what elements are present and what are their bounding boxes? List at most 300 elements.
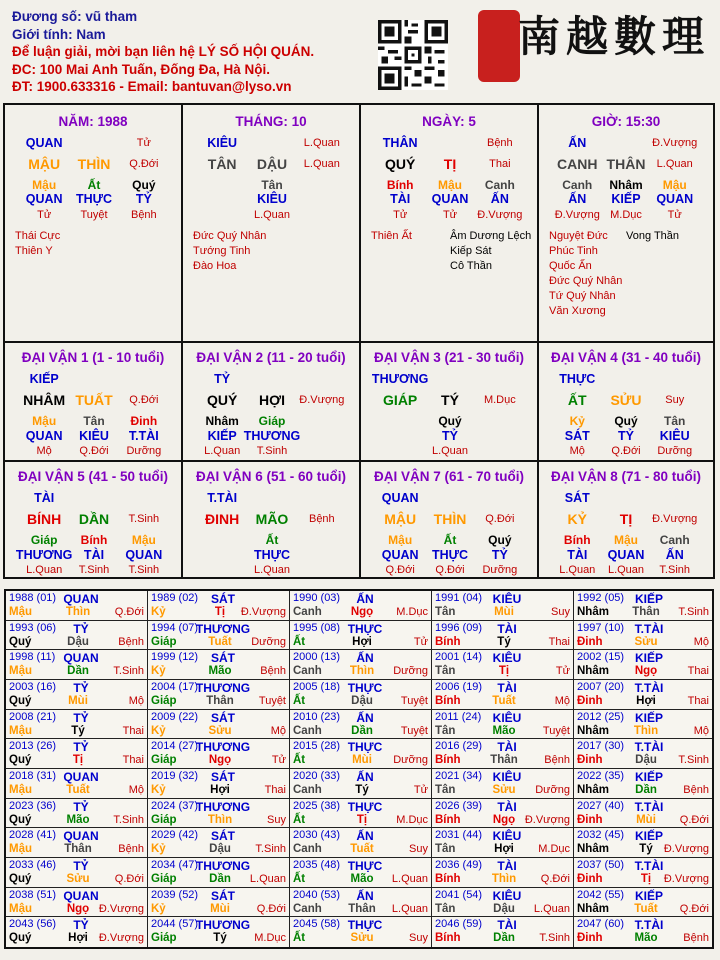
branch-stage: Thai [489,158,511,170]
hidden-stage: Q.Đới [435,564,465,576]
star-label: Nguyệt Đức [549,230,608,242]
star-label: Âm Dương Lệch [450,230,532,242]
year-stem: Nhâm [577,784,609,796]
star-label: Kiếp Sát [450,245,492,257]
year-stem: Ất [293,813,306,826]
year-stem: Giáp [151,813,177,826]
year-branch: Tị [640,873,652,885]
year-cell [6,680,148,710]
hidden-ten-god: KIẾP [611,192,641,206]
year-stage: Đ.Vượng [663,843,709,856]
year-branch: Mão [208,665,232,678]
year-stage: Đ.Vượng [98,902,144,915]
year-cell [574,650,712,680]
hidden-ten-god: ẤN [665,548,684,562]
dai-van-title: ĐẠI VẬN 2 (11 - 20 tuổi) [196,350,346,365]
year-cell [290,621,432,651]
hidden-ten-god: KIÊU [79,429,109,443]
pillar-title: NGÀY: 5 [422,114,476,129]
year-cell [290,828,432,858]
year-stage: Tử [271,754,286,767]
owner-name: Đương số: vũ tham [12,9,138,24]
year-ten-god: TỶ [73,918,89,933]
dai-van-ten-god: T.TÀI [207,491,238,505]
hidden-stage: Mộ [36,445,52,457]
dai-van-box [539,343,713,462]
year-stage: Đ.Vượng [524,813,570,826]
year-stage: Tuyệt [542,724,570,737]
year-stem: Nhâm [577,724,609,737]
dai-van-box [361,343,539,462]
year-label: 2008 (21) [9,710,57,723]
year-ten-god: ẤN [356,770,374,784]
year-branch: Mùi [210,902,230,915]
red-seal-stamp [478,10,520,82]
hidden-ten-god: KIÊU [257,192,287,206]
year-ten-god: THỰC [347,918,383,933]
year-cell [574,680,712,710]
year-stem: Canh [293,724,322,737]
star-label: Đức Quý Nhân [549,275,623,287]
heavenly-stem: MẬU [384,511,417,527]
year-stage: T.Sinh [255,843,286,856]
year-stage: L.Quan [391,902,428,915]
year-ten-god: KIẾP [634,592,664,606]
dai-van-ten-god: QUAN [381,491,419,505]
hidden-stage: T.Sinh [256,445,288,457]
earthly-branch: TUẤT [75,392,113,408]
pillar-box [361,105,539,343]
year-cell [574,917,712,947]
year-stage: M.Dục [396,606,428,618]
year-ten-god: KIÊU [492,829,522,844]
year-label: 2009 (22) [151,710,199,723]
year-cell [148,680,290,710]
hidden-ten-god: TỶ [135,192,152,206]
year-ten-god: TÀI [497,918,517,933]
year-branch: Thân [348,902,376,915]
hidden-ten-god: QUAN [656,192,694,206]
heavenly-stem: TÂN [207,156,237,172]
hidden-stem: Ất [443,533,457,547]
year-stem: Nhâm [577,902,609,915]
year-ten-god: T.TÀI [634,621,664,636]
year-stem: Nhâm [577,606,609,618]
four-pillars-panel [3,103,715,579]
hidden-ten-god: TÀI [390,192,411,206]
hidden-stem: Quý [438,414,462,428]
year-branch: Hợi [210,784,230,796]
heavenly-stem: QUÝ [206,392,238,408]
year-stem: Tân [435,724,456,737]
hidden-stem: Mậu [32,178,57,192]
year-label: 2040 (53) [293,888,341,901]
year-label: 1993 (06) [9,621,57,634]
year-stage: Thai [687,665,709,678]
year-branch: Mão [492,724,516,737]
hidden-ten-god: QUAN [125,548,163,562]
year-cell [574,858,712,888]
hidden-stem: Tân [664,414,686,428]
year-cell [574,739,712,769]
pillar-ten-god: QUAN [25,136,63,150]
year-label: 2027 (40) [577,799,625,812]
year-branch: Ngọ [208,754,232,767]
year-stage: Q.Đới [114,606,144,618]
hidden-stage: L.Quan [431,445,469,457]
year-label: 2014 (27) [151,740,199,753]
year-ten-god: KIẾP [634,710,664,725]
year-stage: Đ.Vượng [663,873,709,885]
year-branch: Thân [64,843,92,856]
dai-van-ten-god: THƯƠNG [371,372,429,386]
year-cell [574,799,712,829]
hidden-ten-god: ẤN [490,192,509,206]
hidden-stem: Mậu [32,414,57,428]
hidden-ten-god: QUAN [431,192,469,206]
year-cell [6,828,148,858]
year-cell [574,828,712,858]
year-cell [574,591,712,621]
year-stage: Mộ [693,635,709,648]
earthly-branch: MÃO [255,511,289,527]
year-stage: Thai [548,635,570,648]
star-label: Đức Quý Nhân [193,230,267,242]
year-branch: Dần [493,932,515,945]
hidden-ten-god: QUAN [25,192,63,206]
year-cell [6,650,148,680]
star-label: Thiên Y [15,245,53,257]
heavenly-stem: KỶ [567,511,587,527]
year-label: 1990 (03) [293,592,341,604]
hidden-stem: Canh [659,533,690,547]
year-stem: Kỷ [151,665,166,678]
earthly-branch: HỢI [259,392,285,408]
year-stage: Mộ [128,695,144,707]
earthly-branch: TỊ [619,511,633,527]
year-branch: Hợi [68,932,88,945]
year-stage: Q.Đới [256,902,286,915]
year-label: 2033 (46) [9,859,57,871]
year-ten-god: THƯƠNG [195,621,251,636]
year-stage: Mộ [693,724,709,737]
year-stem: Nhâm [577,665,609,678]
year-cell [148,828,290,858]
year-label: 1991 (04) [435,592,483,604]
year-label: 2002 (15) [577,651,625,664]
year-stem: Bính [435,635,461,648]
year-stem: Kỷ [151,843,166,856]
year-ten-god: KIÊU [492,888,522,903]
year-branch: Thân [632,606,660,618]
year-branch: Mão [350,873,374,885]
year-ten-god: SÁT [211,710,235,725]
star-label: Đào Hoa [193,260,237,272]
year-branch: Thìn [349,665,375,678]
year-ten-god: QUAN [63,651,99,666]
year-ten-god: THỰC [347,740,383,755]
star-label: Thái Cực [15,230,61,242]
year-stem: Ất [293,635,306,648]
year-branch: Dậu [67,635,89,648]
year-label: 2047 (60) [577,918,625,931]
year-ten-god: KIÊU [492,592,522,606]
hidden-stem: Giáp [30,533,58,547]
year-stem: Quý [9,754,32,767]
year-stem: Tân [435,665,456,678]
hidden-ten-god: TỶ [491,548,508,562]
hidden-stage: Đ.Vượng [477,209,523,221]
year-stem: Mậu [9,843,32,856]
pillar-title: NĂM: 1988 [58,114,128,129]
year-ten-god: KIẾP [634,888,664,903]
year-stage: Bệnh [118,635,144,648]
logo-text: 南越數理 [518,12,711,61]
year-stem: Kỷ [151,724,166,737]
year-ten-god: THƯƠNG [195,859,251,873]
hidden-stage: Q.Đới [611,445,641,457]
year-stem: Bính [435,932,461,945]
year-cell [290,769,432,799]
year-stage: Thai [122,754,144,767]
dai-van-title: ĐẠI VẬN 8 (71 - 80 tuổi) [550,469,702,484]
year-stem: Ất [293,932,306,945]
year-label: 2029 (42) [151,829,199,842]
year-branch: Sửu [208,724,232,737]
dai-van-title: ĐẠI VẬN 3 (21 - 30 tuổi) [373,350,525,365]
year-stage: T.Sinh [539,932,570,945]
dai-van-title: ĐẠI VẬN 7 (61 - 70 tuổi) [373,469,525,484]
year-stem: Đinh [577,932,603,945]
year-stem: Quý [9,635,32,648]
year-cell [148,739,290,769]
year-stem: Tân [435,902,456,915]
year-cell [148,888,290,918]
year-label: 2035 (48) [293,859,341,871]
dai-van-ten-god: THỰC [559,372,596,386]
year-stage: L.Quan [533,902,570,915]
year-ten-god: T.TÀI [634,681,664,695]
year-stem: Quý [9,932,32,945]
year-branch: Sửu [634,635,658,648]
hidden-stem: Mậu [662,178,687,192]
contact-note: Để luận giải, mời bạn liên hệ LÝ SỐ HỘI QUÁN. [12,44,315,59]
year-stem: Canh [293,665,322,678]
year-stage: L.Quan [249,873,286,885]
branch-stage: M.Dục [483,394,516,406]
pillar-ten-god: KIÊU [207,136,238,150]
branch-stage: L.Quan [303,158,340,170]
hidden-stem: Quý [488,533,512,547]
year-label: 1989 (02) [151,592,199,604]
year-ten-god: TỶ [73,740,89,755]
year-branch: Tuất [350,843,374,856]
hidden-stage: Dưỡng [126,445,162,457]
year-cell [290,917,432,947]
year-cell [432,621,574,651]
hidden-stage: Tử [37,209,52,221]
qr-code-icon[interactable] [378,20,448,90]
year-stem: Ất [293,695,306,707]
year-cell [6,888,148,918]
year-label: 2016 (29) [435,740,483,753]
dai-van-ten-god: TỶ [214,372,231,386]
year-label: 2023 (36) [9,799,57,812]
hidden-stage: L.Quan [253,209,291,221]
year-stem: Đinh [577,695,603,707]
year-ten-god: SÁT [211,592,235,606]
annual-luck-grid [4,589,714,949]
year-branch: Tị [356,813,368,826]
year-cell [574,769,712,799]
year-ten-god: THƯƠNG [195,918,251,933]
pillar-ten-god: ẤN [568,136,587,150]
year-stage: Suy [409,843,428,856]
year-ten-god: ẤN [356,888,374,903]
year-ten-god: SÁT [211,829,235,844]
year-stem: Tân [435,843,456,856]
year-stem: Đinh [577,873,603,885]
year-stage: Đ.Vượng [240,606,286,618]
year-cell [432,591,574,621]
year-stage: Mộ [270,724,286,737]
hidden-stem: Nhâm [609,178,643,192]
year-label: 2031 (44) [435,829,483,842]
year-cell [290,739,432,769]
hidden-stage: Tuyệt [80,209,108,221]
year-cell [432,917,574,947]
year-stage: T.Sinh [678,606,709,618]
year-cell [432,739,574,769]
dai-van-title: ĐẠI VẬN 5 (41 - 50 tuổi) [17,469,169,484]
dai-van-ten-god: KIẾP [29,372,59,386]
year-stage: Suy [267,813,286,826]
year-stem: Canh [293,606,322,618]
year-ten-god: QUAN [63,592,99,606]
dai-van-ten-god: SÁT [564,491,590,505]
year-stage: Dưỡng [535,784,570,796]
hidden-stem: Ất [265,533,279,547]
year-stem: Quý [9,873,32,885]
year-cell [148,650,290,680]
year-branch: Mùi [494,606,514,618]
year-stage: Đ.Vượng [98,932,144,945]
year-label: 2001 (14) [435,651,483,664]
year-label: 2011 (24) [435,710,482,723]
year-label: 2019 (32) [151,770,199,782]
hidden-stem: Giáp [258,414,286,428]
year-stem: Bính [435,754,461,767]
year-stem: Mậu [9,784,32,796]
year-stem: Ất [293,754,306,767]
year-stage: Bệnh [544,754,570,767]
hidden-stem: Mậu [388,533,413,547]
year-branch: Dậu [635,754,657,767]
branch-stage: Bệnh [308,513,335,525]
branch-stage: T.Sinh [128,513,160,525]
year-label: 2037 (50) [577,859,625,871]
branch-stage: Q.Đới [485,513,515,525]
year-label: 1998 (11) [9,651,56,664]
year-label: 2007 (20) [577,681,625,693]
year-cell [290,858,432,888]
year-branch: Dần [209,873,231,885]
pillar-title: THÁNG: 10 [235,114,307,129]
year-ten-god: THỰC [347,681,383,695]
earthly-branch: DẦN [78,511,110,527]
year-label: 1994 (07) [151,621,199,634]
year-label: 1988 (01) [9,592,57,604]
heavenly-stem: ĐINH [205,511,240,527]
hidden-ten-god: TỶ [442,429,458,443]
year-cell [432,680,574,710]
hidden-stage: Q.Đới [385,564,415,576]
year-cell [6,710,148,740]
year-branch: Ngọ [492,813,516,826]
year-branch: Thân [206,695,234,707]
year-stem: Kỷ [151,606,166,618]
year-branch: Sửu [350,932,374,945]
pillar-box [183,105,361,343]
year-stage: M.Dục [538,843,570,856]
hidden-stem: Đinh [130,414,158,428]
year-cell [432,799,574,829]
hidden-stem: Tân [261,178,283,192]
year-stage: Bệnh [260,665,286,678]
year-stem: Bính [435,695,461,707]
year-cell [432,769,574,799]
year-branch: Thìn [491,873,517,885]
year-stem: Bính [435,813,461,826]
hidden-ten-god: TỶ [618,429,634,443]
year-label: 1997 (10) [577,621,625,634]
heavenly-stem: NHÂM [23,392,66,408]
hidden-stem: Canh [562,178,593,192]
year-ten-god: KIẾP [634,829,664,844]
hidden-ten-god: QUAN [607,548,645,562]
dai-van-box [183,462,361,579]
hidden-stem: Mậu [438,178,462,192]
heavenly-stem: GIÁP [383,392,418,408]
branch-stage: Q.Đới [129,394,159,406]
hidden-stage: Bệnh [130,209,157,221]
earthly-branch: TÝ [441,392,459,408]
earthly-branch: THÂN [606,156,646,172]
pillar-box [5,105,183,343]
year-stem: Giáp [151,873,177,885]
year-label: 2043 (56) [9,918,57,931]
heavenly-stem: BÍNH [27,511,62,527]
year-stage: Q.Đới [679,902,709,915]
year-branch: Dần [351,724,373,737]
year-cell [148,621,290,651]
year-ten-god: TÀI [497,740,517,755]
year-stem: Đinh [577,813,603,826]
earthly-branch: DẬU [256,156,288,172]
year-branch: Tuất [66,784,90,796]
hidden-stem: Ất [87,178,101,192]
year-branch: Sửu [492,784,516,796]
year-label: 2046 (59) [435,918,483,931]
year-stem: Mậu [9,902,32,915]
year-branch: Tuất [492,695,516,707]
year-stem: Giáp [151,695,177,707]
year-stage: Dưỡng [393,665,428,678]
year-cell [148,710,290,740]
star-label: Văn Xương [549,305,606,317]
year-cell [432,858,574,888]
year-label: 2028 (41) [9,829,57,842]
